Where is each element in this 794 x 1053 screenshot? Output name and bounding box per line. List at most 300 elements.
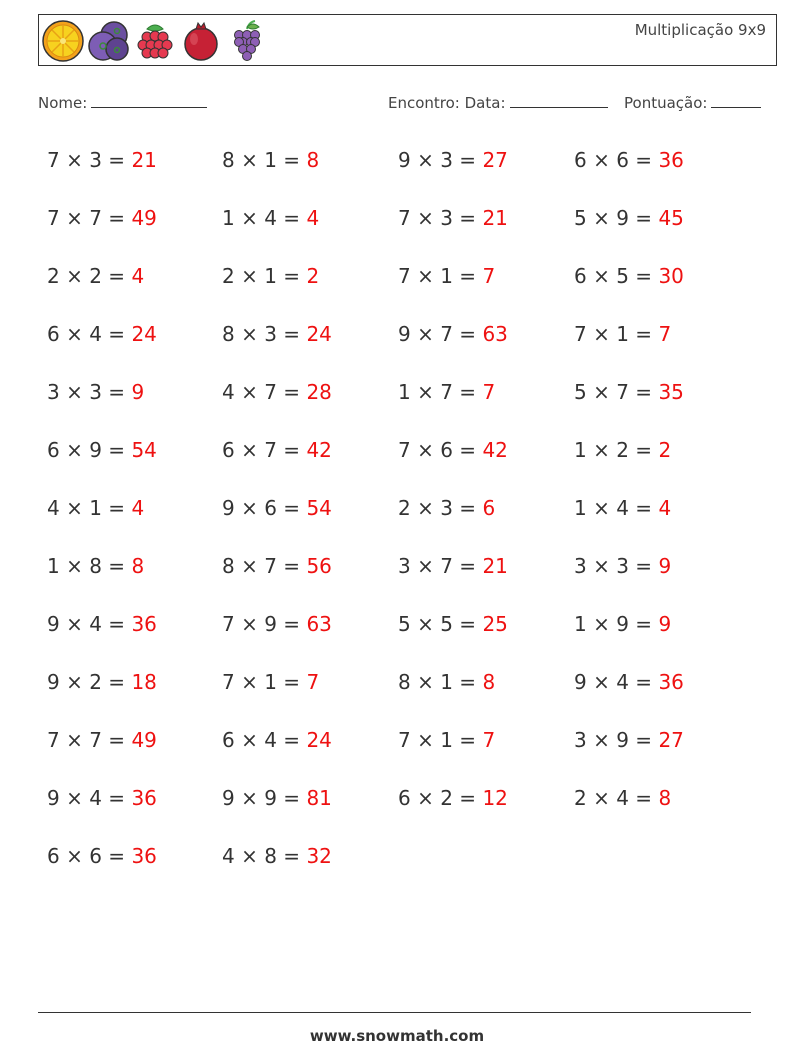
problem (574, 206, 684, 230)
problem (222, 612, 332, 636)
times-sign: × (234, 148, 265, 172)
factor-a: 2 (47, 264, 60, 288)
equals-sign: = (101, 322, 132, 346)
answer: 56 (306, 554, 332, 578)
problem (47, 728, 157, 752)
equals-sign: = (628, 554, 659, 578)
equals-sign: = (276, 786, 307, 810)
factor-b: 4 (89, 786, 102, 810)
equals-sign: = (452, 264, 483, 288)
factor-b: 3 (440, 148, 453, 172)
answer: 12 (482, 786, 508, 810)
factor-a: 6 (222, 728, 235, 752)
problem (47, 786, 157, 810)
equals-sign: = (276, 612, 307, 636)
problem (222, 496, 332, 520)
factor-b: 5 (440, 612, 453, 636)
problem (222, 438, 332, 462)
factor-a: 9 (398, 322, 411, 346)
footer-divider (38, 1012, 751, 1013)
times-sign: × (410, 206, 441, 230)
answer: 49 (131, 206, 157, 230)
factor-a: 3 (574, 728, 587, 752)
factor-a: 5 (574, 206, 587, 230)
problem (47, 496, 144, 520)
times-sign: × (59, 728, 90, 752)
factor-b: 2 (89, 264, 102, 288)
times-sign: × (410, 148, 441, 172)
equals-sign: = (276, 670, 307, 694)
factor-b: 3 (440, 496, 453, 520)
factor-a: 1 (47, 554, 60, 578)
problem (47, 148, 157, 172)
answer: 81 (306, 786, 332, 810)
problem (222, 264, 319, 288)
problem (222, 670, 319, 694)
equals-sign: = (276, 554, 307, 578)
equals-sign: = (628, 728, 659, 752)
times-sign: × (59, 380, 90, 404)
answer: 27 (658, 728, 684, 752)
times-sign: × (234, 554, 265, 578)
equals-sign: = (628, 438, 659, 462)
equals-sign: = (452, 612, 483, 636)
factor-b: 2 (616, 438, 629, 462)
times-sign: × (234, 322, 265, 346)
name-label: Nome: (38, 94, 88, 112)
equals-sign: = (276, 496, 307, 520)
times-sign: × (410, 380, 441, 404)
answer: 42 (482, 438, 508, 462)
problem (47, 612, 157, 636)
equals-sign: = (101, 496, 132, 520)
factor-a: 6 (47, 438, 60, 462)
times-sign: × (59, 438, 90, 462)
factor-a: 9 (47, 786, 60, 810)
factor-a: 7 (398, 438, 411, 462)
factor-a: 9 (47, 612, 60, 636)
times-sign: × (586, 728, 617, 752)
problem (222, 554, 332, 578)
answer: 54 (306, 496, 332, 520)
equals-sign: = (452, 380, 483, 404)
factor-a: 2 (398, 496, 411, 520)
factor-b: 7 (440, 380, 453, 404)
answer: 49 (131, 728, 157, 752)
problem (222, 728, 332, 752)
problem (47, 438, 157, 462)
factor-a: 1 (574, 496, 587, 520)
factor-b: 7 (264, 380, 277, 404)
problem (222, 322, 332, 346)
equals-sign: = (452, 496, 483, 520)
equals-sign: = (276, 844, 307, 868)
equals-sign: = (276, 264, 307, 288)
answer: 8 (306, 148, 320, 172)
factor-b: 3 (89, 148, 102, 172)
equals-sign: = (628, 612, 659, 636)
factor-b: 6 (264, 496, 277, 520)
factor-a: 6 (222, 438, 235, 462)
answer: 6 (482, 496, 496, 520)
answer: 4 (306, 206, 320, 230)
factor-b: 4 (616, 496, 629, 520)
times-sign: × (586, 670, 617, 694)
factor-a: 9 (222, 786, 235, 810)
factor-b: 6 (440, 438, 453, 462)
times-sign: × (234, 438, 265, 462)
score-label: Pontuação: (624, 94, 708, 112)
factor-b: 9 (89, 438, 102, 462)
times-sign: × (234, 380, 265, 404)
factor-a: 6 (574, 264, 587, 288)
times-sign: × (59, 322, 90, 346)
factor-b: 6 (616, 148, 629, 172)
problem (398, 322, 508, 346)
factor-b: 3 (264, 322, 277, 346)
equals-sign: = (101, 438, 132, 462)
factor-b: 9 (264, 786, 277, 810)
answer: 27 (482, 148, 508, 172)
problem (574, 786, 671, 810)
times-sign: × (59, 206, 90, 230)
factor-b: 1 (616, 322, 629, 346)
factor-a: 7 (47, 206, 60, 230)
factor-b: 7 (440, 322, 453, 346)
equals-sign: = (452, 206, 483, 230)
equals-sign: = (452, 728, 483, 752)
times-sign: × (234, 844, 265, 868)
equals-sign: = (101, 728, 132, 752)
problem (47, 206, 157, 230)
times-sign: × (586, 264, 617, 288)
factor-a: 9 (574, 670, 587, 694)
problem (222, 844, 332, 868)
factor-a: 9 (398, 148, 411, 172)
problem (222, 148, 319, 172)
answer: 4 (131, 264, 145, 288)
times-sign: × (586, 148, 617, 172)
problem (398, 612, 508, 636)
equals-sign: = (452, 148, 483, 172)
problem (574, 554, 671, 578)
equals-sign: = (101, 786, 132, 810)
factor-a: 5 (574, 380, 587, 404)
factor-b: 1 (264, 148, 277, 172)
factor-a: 3 (47, 380, 60, 404)
times-sign: × (586, 554, 617, 578)
factor-a: 6 (574, 148, 587, 172)
answer: 24 (306, 322, 332, 346)
answer: 36 (658, 670, 684, 694)
times-sign: × (59, 554, 90, 578)
problem (398, 786, 508, 810)
times-sign: × (586, 496, 617, 520)
equals-sign: = (276, 148, 307, 172)
problem (222, 786, 332, 810)
equals-sign: = (101, 264, 132, 288)
problem (47, 322, 157, 346)
problem (574, 380, 684, 404)
factor-b: 9 (616, 728, 629, 752)
answer: 4 (131, 496, 145, 520)
answer: 36 (131, 786, 157, 810)
problem (398, 554, 508, 578)
problem (47, 554, 144, 578)
factor-a: 2 (574, 786, 587, 810)
times-sign: × (59, 612, 90, 636)
equals-sign: = (628, 670, 659, 694)
answer: 32 (306, 844, 332, 868)
answer: 45 (658, 206, 684, 230)
factor-b: 1 (440, 728, 453, 752)
factor-b: 8 (89, 554, 102, 578)
problem (398, 670, 495, 694)
problem (222, 206, 319, 230)
times-sign: × (410, 786, 441, 810)
factor-b: 1 (440, 670, 453, 694)
problem (398, 438, 508, 462)
times-sign: × (234, 612, 265, 636)
equals-sign: = (628, 380, 659, 404)
answer: 28 (306, 380, 332, 404)
equals-sign: = (276, 380, 307, 404)
factor-b: 4 (264, 206, 277, 230)
factor-a: 4 (222, 380, 235, 404)
factor-b: 1 (440, 264, 453, 288)
equals-sign: = (628, 322, 659, 346)
factor-a: 8 (222, 148, 235, 172)
factor-a: 7 (47, 728, 60, 752)
answer: 7 (306, 670, 320, 694)
answer: 35 (658, 380, 684, 404)
times-sign: × (586, 206, 617, 230)
factor-b: 9 (616, 612, 629, 636)
equals-sign: = (628, 786, 659, 810)
answer: 36 (658, 148, 684, 172)
times-sign: × (586, 322, 617, 346)
problem (398, 264, 495, 288)
factor-a: 1 (222, 206, 235, 230)
equals-sign: = (101, 380, 132, 404)
factor-a: 1 (398, 380, 411, 404)
answer: 2 (306, 264, 320, 288)
factor-a: 6 (47, 322, 60, 346)
footer-website: www.snowmath.com (309, 1027, 485, 1045)
answer: 9 (658, 612, 672, 636)
equals-sign: = (628, 148, 659, 172)
times-sign: × (234, 670, 265, 694)
answer: 7 (482, 380, 496, 404)
answer: 21 (482, 206, 508, 230)
factor-a: 8 (222, 322, 235, 346)
problem (574, 148, 684, 172)
times-sign: × (234, 786, 265, 810)
answer: 21 (482, 554, 508, 578)
equals-sign: = (452, 438, 483, 462)
factor-a: 8 (398, 670, 411, 694)
factor-b: 7 (89, 206, 102, 230)
answer: 9 (658, 554, 672, 578)
answer: 30 (658, 264, 684, 288)
problem (398, 380, 495, 404)
answer: 7 (482, 728, 496, 752)
factor-b: 4 (616, 786, 629, 810)
factor-b: 3 (616, 554, 629, 578)
times-sign: × (410, 322, 441, 346)
factor-b: 7 (440, 554, 453, 578)
equals-sign: = (628, 206, 659, 230)
times-sign: × (586, 380, 617, 404)
problem (398, 148, 508, 172)
answer: 2 (658, 438, 672, 462)
factor-b: 4 (89, 322, 102, 346)
problem (398, 496, 495, 520)
factor-b: 4 (89, 612, 102, 636)
factor-b: 8 (264, 844, 277, 868)
times-sign: × (410, 554, 441, 578)
problem (47, 670, 157, 694)
factor-b: 1 (89, 496, 102, 520)
answer: 54 (131, 438, 157, 462)
times-sign: × (410, 264, 441, 288)
factor-a: 4 (222, 844, 235, 868)
answer: 8 (482, 670, 496, 694)
factor-b: 7 (264, 438, 277, 462)
meeting-date-label: Encontro: Data: (388, 94, 506, 112)
factor-b: 7 (264, 554, 277, 578)
problem (574, 438, 671, 462)
times-sign: × (410, 496, 441, 520)
times-sign: × (234, 728, 265, 752)
factor-a: 5 (398, 612, 411, 636)
problem (574, 496, 671, 520)
answer: 42 (306, 438, 332, 462)
factor-a: 7 (47, 148, 60, 172)
answer: 24 (131, 322, 157, 346)
factor-a: 7 (574, 322, 587, 346)
equals-sign: = (452, 670, 483, 694)
problem (222, 380, 332, 404)
problem (574, 322, 671, 346)
equals-sign: = (101, 206, 132, 230)
equals-sign: = (452, 786, 483, 810)
equals-sign: = (101, 612, 132, 636)
times-sign: × (410, 728, 441, 752)
answer: 63 (306, 612, 332, 636)
equals-sign: = (452, 322, 483, 346)
answer: 8 (658, 786, 672, 810)
times-sign: × (586, 612, 617, 636)
equals-sign: = (276, 438, 307, 462)
factor-b: 4 (616, 670, 629, 694)
answer: 36 (131, 844, 157, 868)
answer: 4 (658, 496, 672, 520)
problem (47, 380, 144, 404)
factor-b: 1 (264, 264, 277, 288)
factor-b: 6 (89, 844, 102, 868)
times-sign: × (59, 786, 90, 810)
factor-b: 5 (616, 264, 629, 288)
factor-a: 6 (47, 844, 60, 868)
problem (398, 728, 495, 752)
times-sign: × (586, 786, 617, 810)
factor-a: 7 (222, 612, 235, 636)
problem (47, 264, 144, 288)
times-sign: × (410, 670, 441, 694)
factor-b: 3 (89, 380, 102, 404)
factor-b: 1 (264, 670, 277, 694)
times-sign: × (410, 612, 441, 636)
answer: 24 (306, 728, 332, 752)
times-sign: × (410, 438, 441, 462)
answer: 63 (482, 322, 508, 346)
factor-b: 7 (616, 380, 629, 404)
factor-a: 6 (398, 786, 411, 810)
factor-a: 3 (574, 554, 587, 578)
answer: 18 (131, 670, 157, 694)
equals-sign: = (628, 264, 659, 288)
factor-a: 1 (574, 612, 587, 636)
factor-b: 2 (440, 786, 453, 810)
factor-a: 9 (222, 496, 235, 520)
problem (574, 670, 684, 694)
factor-a: 1 (574, 438, 587, 462)
problem (574, 728, 684, 752)
times-sign: × (59, 496, 90, 520)
equals-sign: = (276, 322, 307, 346)
times-sign: × (59, 264, 90, 288)
answer: 25 (482, 612, 508, 636)
answer: 21 (131, 148, 157, 172)
equals-sign: = (101, 148, 132, 172)
factor-a: 8 (222, 554, 235, 578)
times-sign: × (234, 206, 265, 230)
factor-a: 2 (222, 264, 235, 288)
times-sign: × (234, 264, 265, 288)
factor-a: 9 (47, 670, 60, 694)
equals-sign: = (101, 844, 132, 868)
problem (398, 206, 508, 230)
times-sign: × (586, 438, 617, 462)
equals-sign: = (452, 554, 483, 578)
equals-sign: = (276, 728, 307, 752)
times-sign: × (59, 844, 90, 868)
answer: 7 (658, 322, 672, 346)
factor-a: 4 (47, 496, 60, 520)
equals-sign: = (101, 670, 132, 694)
factor-a: 7 (398, 206, 411, 230)
factor-b: 3 (440, 206, 453, 230)
answer: 7 (482, 264, 496, 288)
answer: 36 (131, 612, 157, 636)
factor-b: 4 (264, 728, 277, 752)
equals-sign: = (276, 206, 307, 230)
times-sign: × (59, 670, 90, 694)
equals-sign: = (628, 496, 659, 520)
factor-b: 2 (89, 670, 102, 694)
factor-a: 7 (398, 728, 411, 752)
times-sign: × (234, 496, 265, 520)
factor-a: 3 (398, 554, 411, 578)
factor-b: 9 (264, 612, 277, 636)
problem (574, 264, 684, 288)
problem (47, 844, 157, 868)
answer: 9 (131, 380, 145, 404)
problem (574, 612, 671, 636)
factor-b: 7 (89, 728, 102, 752)
factor-b: 9 (616, 206, 629, 230)
